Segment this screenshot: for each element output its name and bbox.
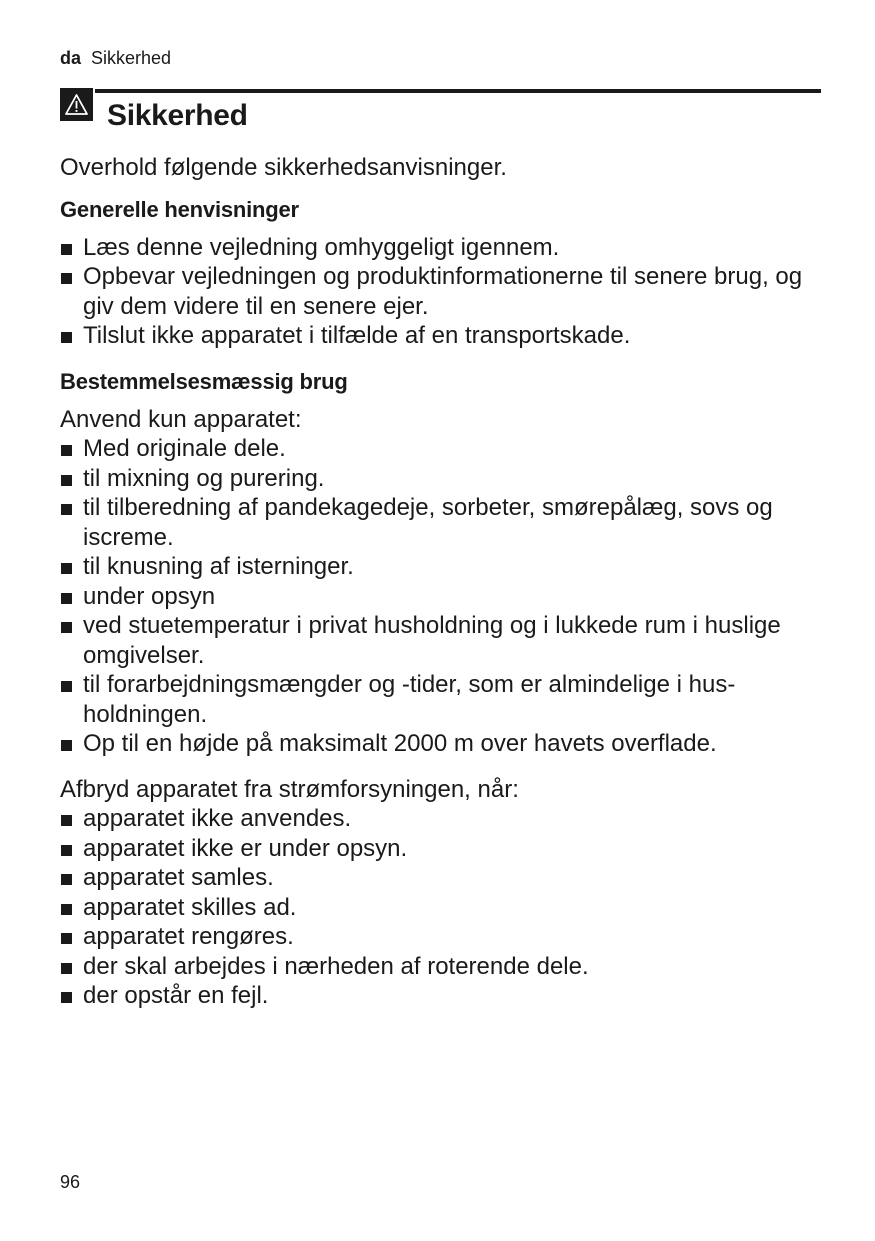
square-bullet-icon [61,815,72,826]
list-item [60,863,830,893]
intended-use-list [60,434,830,759]
list-item-text: til forarbejdningsmængder og -tider, som er almindelige i husholdningen. [83,671,736,728]
warning-triangle-icon [60,88,93,121]
disconnect-list [60,804,830,1011]
square-bullet-icon [61,933,72,944]
square-bullet-icon [61,563,72,574]
heading-rule [95,89,821,93]
square-bullet-icon [61,904,72,915]
intended-use-lead: Anvend kun apparatet: [60,405,302,433]
section-heading [60,88,821,132]
list-item [60,729,830,759]
list-item-text: apparatet ikke anvendes. [83,805,352,832]
list-item [60,981,830,1011]
list-item [60,321,830,351]
square-bullet-icon [61,593,72,604]
list-item-text: apparatet rengøres. [83,923,294,950]
list-item [60,804,830,834]
list-item [60,922,830,952]
list-item-text: Læs denne vejledning omhyggeligt igennem. [83,233,560,261]
page-content [60,153,830,1027]
list-item-text: Opbevar vejledningen og produktinformationerne til senere brug, og giv dem videre til en senere ejer. [83,263,803,320]
general-list [60,233,830,351]
square-bullet-icon [61,963,72,974]
disconnect-block [60,775,830,1011]
header-section-name: Sikkerhed [91,48,172,68]
list-item [60,464,830,494]
intended-use-block [60,367,830,759]
list-item-text: apparatet samles. [83,864,274,891]
list-item-text: Med originale dele. [83,435,286,462]
language-code: da [60,48,82,68]
square-bullet-icon [61,740,72,751]
general-block [60,195,830,351]
list-item [60,582,830,612]
page-number: 96 [60,1172,81,1192]
square-bullet-icon [61,504,72,515]
list-item [60,233,830,263]
list-item-text: Op til en højde på maksimalt 2000 m over havets overflade. [83,730,717,757]
list-item [60,552,830,582]
disconnect-lead: Afbryd apparatet fra strømforsyningen, når: [60,775,519,803]
list-item-text: apparatet ikke er under opsyn. [83,834,408,862]
list-item-text: apparatet skilles ad. [83,893,297,921]
square-bullet-icon [61,681,72,692]
section-title: Sikkerhed [107,99,248,132]
square-bullet-icon [61,475,72,486]
list-item-text: der skal arbejdes i nærheden af roterende dele. [83,952,589,980]
square-bullet-icon [61,273,72,284]
list-item [60,493,830,552]
square-bullet-icon [61,874,72,885]
list-item-text: ved stuetemperatur i privat husholdning og i lukkede rum i huslige omgivelser. [83,612,781,669]
list-item-text: til mixning og purering. [83,464,325,492]
list-item [60,670,830,729]
list-item [60,611,830,670]
list-item [60,434,830,464]
list-item [60,893,830,923]
square-bullet-icon [61,244,72,255]
square-bullet-icon [61,445,72,456]
running-header [60,47,171,69]
square-bullet-icon [61,332,72,343]
square-bullet-icon [61,845,72,856]
square-bullet-icon [61,622,72,633]
square-bullet-icon [61,992,72,1003]
list-item-text: der opstår en fejl. [83,982,269,1009]
list-item [60,952,830,982]
list-item [60,834,830,864]
list-item [60,262,830,321]
list-item-text: til knusning af isterninger. [83,553,354,580]
list-item-text: under opsyn [83,582,216,610]
list-item-text: Tilslut ikke apparatet i tilfælde af en transportskade. [83,322,631,349]
general-heading: Generelle henvisninger [60,196,299,222]
intended-use-heading: Bestemmelsesmæssig brug [60,368,348,394]
intro-text: Overhold følgende sikkerhedsanvisninger. [60,154,507,181]
list-item-text: til tilberedning af pandekagedeje, sorbeter, smørepålæg, sovs og iscreme. [83,494,773,551]
